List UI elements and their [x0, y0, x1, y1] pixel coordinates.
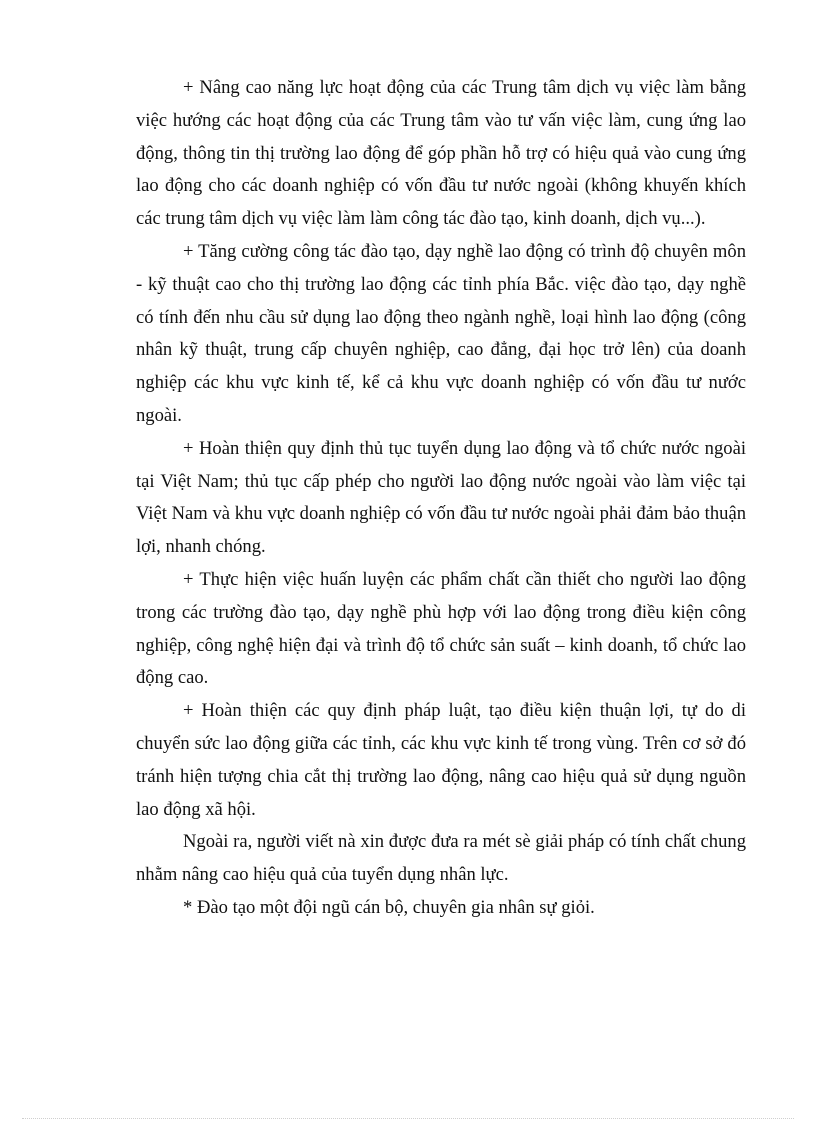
page-bottom-divider — [22, 1118, 794, 1119]
paragraph-general-solutions: Ngoài ra, người viết nà xin được đưa ra mét sè giải pháp có tính chất chung nhằm nâng cao hiệu quả của tuyển dụng nhân lực. — [136, 831, 746, 886]
document-body — [136, 72, 746, 925]
paragraph-recruitment-procedures: + Hoàn thiện quy định thủ tục tuyển dụng lao động và tổ chức nước ngoài tại Việt Nam; thủ tục cấp phép cho người lao động nước ngoài vào làm việc tại Việt Nam và khu vực doanh nghiệp có vốn đầu tư nước ngoài phải đảm bảo thuận lợi, nhanh chóng. — [136, 437, 746, 558]
paragraph-labor-mobility: + Hoàn thiện các quy định pháp luật, tạo điều kiện thuận lợi, tự do di chuyển sức lao động giữa các tỉnh, các khu vực kinh tế trong vùng. Trên cơ sở đó tránh hiện tượng chia cắt thị trường lao động, nâng cao hiệu quả sử dụng nguồn lao động xã hội. — [136, 700, 746, 820]
paragraph-hr-experts: * Đào tạo một đội ngũ cán bộ, chuyên gia nhân sự giỏi. — [183, 896, 595, 918]
paragraph-vocational-training: + Tăng cường công tác đào tạo, dạy nghề lao động có trình độ chuyên môn - kỹ thuật cao cho thị trường lao động các tỉnh phía Bắc. việc đào tạo, dạy nghề có tính đến nhu cầu sử dụng lao động theo ngành nghề, loại hình lao động (công nhân kỹ thuật, trung cấp chuyên nghiệp, cao đẳng, đại học trở lên) của doanh nghiệp các khu vực kinh tế, kể cả khu vực doanh nghiệp có vốn đầu tư nước ngoài. — [136, 240, 746, 426]
paragraph-training-centers: + Nâng cao năng lực hoạt động của các Trung tâm dịch vụ việc làm bằng việc hướng các hoạt động của các Trung tâm vào tư vấn việc làm, cung ứng lao động, thông tin thị trường lao động để góp phần hỗ trợ có hiệu quả vào cung ứng lao động cho các doanh nghiệp có vốn đầu tư nước ngoài (không khuyến khích các trung tâm dịch vụ việc làm làm công tác đào tạo, kinh doanh, dịch vụ...). — [136, 77, 746, 230]
paragraph-worker-qualities: + Thực hiện việc huấn luyện các phẩm chất cần thiết cho người lao động trong các trường đào tạo, dạy nghề phù hợp với lao động trong điều kiện công nghiệp, công nghệ hiện đại và trình độ tổ chức sản suất – kinh doanh, tổ chức lao động cao. — [136, 568, 746, 689]
